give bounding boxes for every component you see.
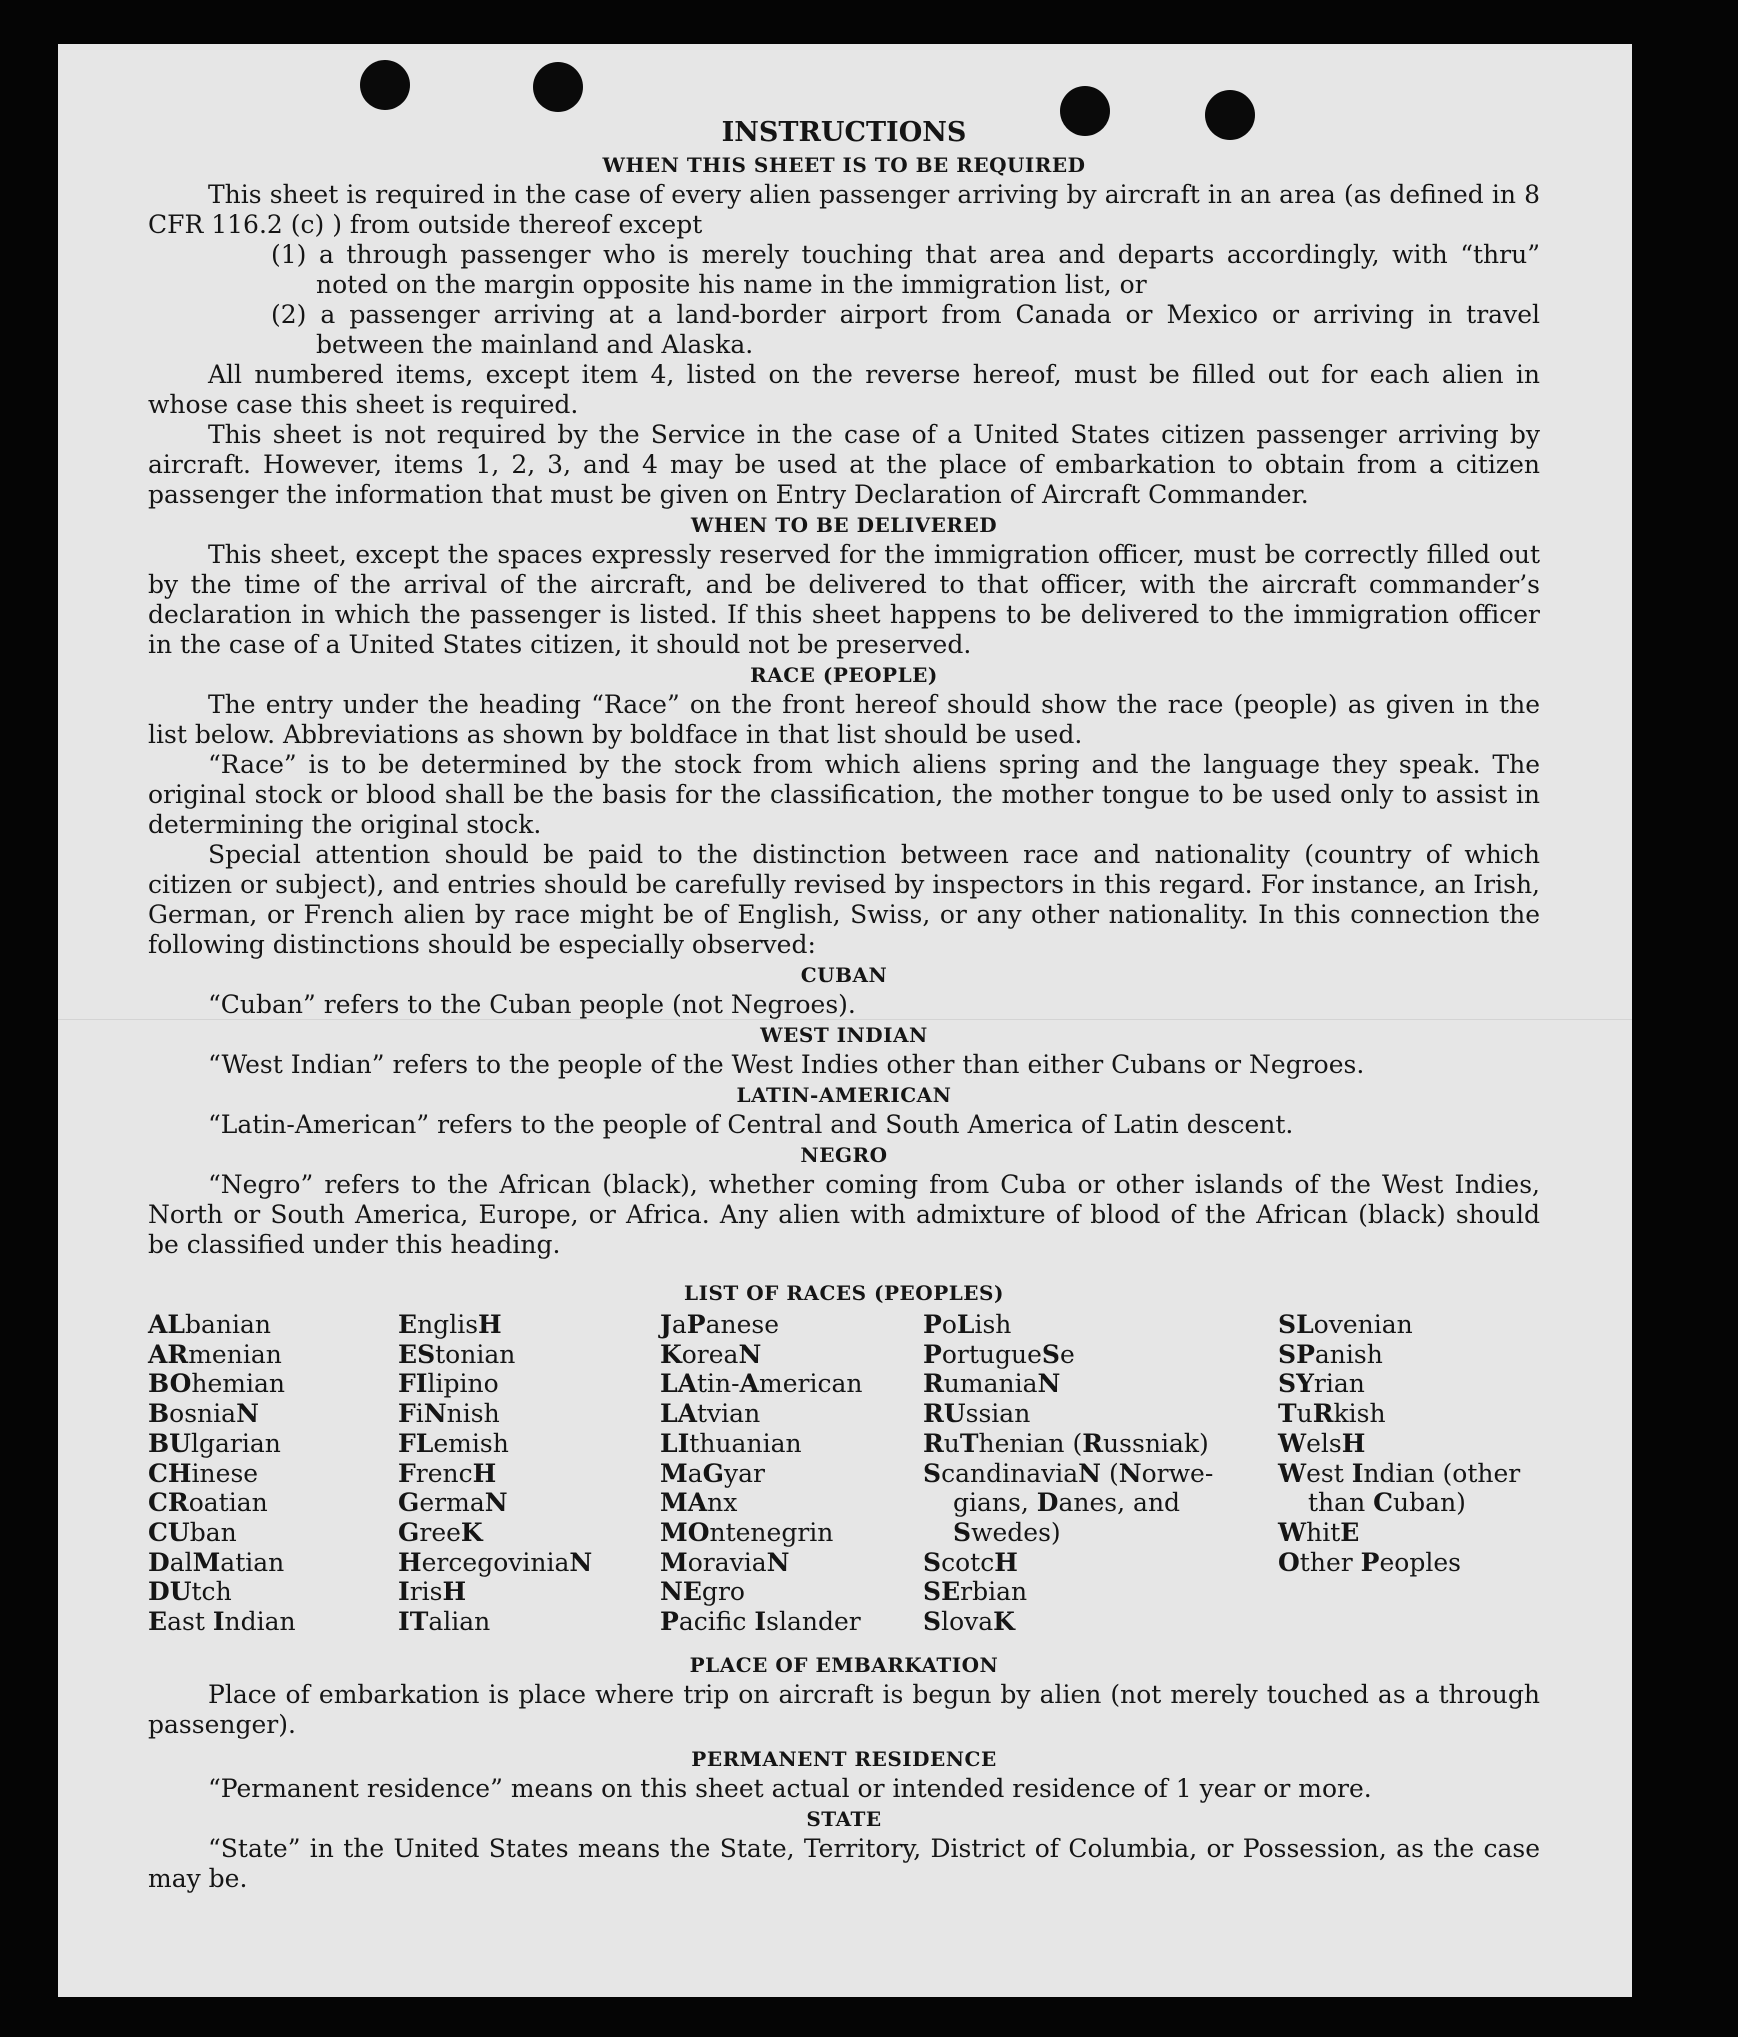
race-entry: FrencH [398,1458,497,1488]
race-entry: EnglisH [398,1310,502,1339]
race-column-4 [923,1310,1213,1637]
race-entry: Pacifc Islander [660,1607,861,1637]
race-entry: FLemish [398,1428,509,1458]
race-paragraph-2: “Race” is to be determined by the stock from which aliens spring and the language they speak. The original stock or blood shall be the basis for the classification, the mother tongue to be used only to assist in determining the original stock. [148,750,1540,839]
race-entry: ScandinaviaN (Norwe- [923,1458,1214,1488]
race-entry: GermaN [398,1488,508,1518]
punch-hole-left [360,60,410,110]
race-entry: RumaniaN [923,1369,1061,1399]
race-entry: FIlipino [398,1369,499,1399]
punch-hole-center [533,62,583,112]
race-entry: EStonian [398,1339,516,1369]
race-entry: LAtvian [660,1399,761,1429]
negro-text: “Negro” refers to the African (black), whether coming from Cuba or other islands of the West Indies, North or South America, Europe, or Africa. Any alien with admixture of blood of the African (black) should be classified under this heading. [148,1170,1540,1259]
race-entry: SErbian [923,1577,1028,1607]
heading-negro: NEGRO [800,1143,888,1167]
exception-2: (2) a passenger arriving at a land-border airport from Canada or Mexico or arriving in travel between the mainland and Alaska. [271,300,1540,359]
heading-list-of-races: LIST OF RACES (PEOPLES) [684,1281,1004,1305]
latin-american-text: “Latin-American” refers to the people of Central and South America of Latin descent. [208,1110,1294,1139]
race-entry: PoLish [923,1310,1012,1339]
race-entry: DalMatian [148,1547,285,1577]
race-entry: HercegoviniaN [398,1547,593,1577]
race-paragraph-3: Special attention should be paid to the distinction between race and nationality (country of which citizen or subject), and entries should be carefully revised by inspectors in this regard. For instance, an Irish, German, or French alien by race might be of English, Swiss, or any other nationality. In this connection the following distinctions should be especially observed: [148,840,1540,959]
heading-cuban: CUBAN [800,963,888,987]
race-entry: NEgro [660,1577,745,1607]
race-entry: KoreaN [660,1339,762,1369]
race-entry: CUban [148,1517,237,1547]
race-entry: JaPanese [660,1310,780,1339]
race-column-2 [398,1310,592,1637]
race-entry: MaGyar [660,1458,765,1488]
page-title: INSTRUCTIONS [721,117,967,148]
race-entry: Other Peoples [1278,1547,1461,1577]
race-entry-continued: than Cuban) [1308,1488,1466,1518]
west-indian-text: “West Indian” refers to the people of the West Indies other than either Cubans or Negroes. [208,1050,1365,1079]
race-entry: CRoatian [148,1488,268,1518]
race-entry: BUlgarian [148,1428,281,1458]
state-text: “State” in the United States means the State, Territory, District of Columbia, or Possession, as the case may be. [148,1834,1540,1893]
race-entry: MOntenegrin [660,1517,834,1547]
exception-1: (1) a through passenger who is merely touching that area and departs accordingly, with “thru” noted on the margin opposite his name in the immigration list, or [271,240,1540,299]
heading-latin-american: LATIN-AMERICAN [736,1083,952,1107]
required-paragraph-2: All numbered items, except item 4, listed on the reverse hereof, must be filled out for each alien in whose case this sheet is required. [148,360,1540,419]
race-entry: ITalian [398,1607,491,1637]
race-entry: ARmenian [148,1339,282,1369]
race-entry: RuThenian (Russniak) [923,1428,1209,1458]
heading-west-indian: WEST INDIAN [760,1023,928,1047]
race-entry: TuRkish [1278,1399,1386,1429]
heading-embarkation: PLACE OF EMBARKATION [689,1653,999,1677]
race-entry: MAnx [660,1488,738,1518]
punch-hole-right [1060,86,1110,136]
heading-state: STATE [806,1807,882,1831]
race-entry: SlovaK [923,1607,1015,1637]
punch-hole-far-right [1205,90,1255,140]
required-paragraph-3: This sheet is not required by the Service in the case of a United States citizen passenger arriving by aircraft. However, items 1, 2, 3, and 4 may be used at the place of embarkation to obtain from a citizen passenger the information that must be given on Entry Declaration of Aircraft Commander. [148,420,1540,509]
race-entry: WelsH [1278,1428,1366,1458]
race-entry: MoraviaN [660,1547,790,1577]
race-entry: IrisH [398,1577,467,1607]
race-entry: PortugueSe [923,1339,1075,1369]
race-entry: SYrian [1278,1369,1365,1399]
embarkation-text: Place of embarkation is place where trip on aircraft is begun by alien (not merely touched as a through passenger). [148,1680,1540,1739]
delivered-text: This sheet, except the spaces expressly reserved for the immigration officer, must be correctly filled out by the time of the arrival of the aircraft, and be delivered to that officer, with the aircraft commander’s declaration in which the passenger is listed. If this sheet happens to be delivered to the immigration officer in the case of a United States citizen, it should not be preserved. [148,540,1540,659]
race-entry: GreeK [398,1517,483,1547]
race-entry: LAtin-American [660,1369,863,1399]
race-entry-continued: gians, Danes, and [953,1488,1181,1518]
heading-permanent-residence: PERMANENT RESIDENCE [691,1747,997,1771]
race-entry: RUssian [923,1399,1031,1429]
heading-required: WHEN THIS SHEET IS TO BE REQUIRED [602,153,1086,177]
race-entry: DUtch [148,1577,232,1607]
race-column-5 [1278,1310,1520,1577]
race-entry-continued: Swedes) [953,1517,1061,1547]
race-entry: WhitE [1278,1517,1360,1547]
race-entry: BOhemian [148,1369,286,1399]
race-entry: West Indian (other [1278,1458,1521,1488]
race-entry: LIthuanian [660,1428,802,1458]
race-column-3 [660,1310,863,1637]
race-entry: SLovenian [1278,1310,1413,1339]
race-list [148,1310,1540,1650]
race-entry: ScotcH [923,1547,1018,1577]
heading-delivered: WHEN TO BE DELIVERED [690,513,998,537]
race-entry: BosniaN [148,1399,259,1429]
heading-race: RACE (PEOPLE) [750,663,938,687]
race-entry: CHinese [148,1458,259,1488]
race-paragraph-1: The entry under the heading “Race” on the front hereof should show the race (people) as given in the list below. Abbreviations as shown by boldface in that list should be used. [148,690,1540,749]
required-intro: This sheet is required in the case of every alien passenger arriving by aircraft in an area (as defined in 8 CFR 116.2 (c) ) from outside thereof except [148,180,1540,239]
race-entry: FiNnish [398,1399,500,1429]
residence-text: “Permanent residence” means on this sheet actual or intended residence of 1 year or more. [208,1774,1372,1803]
race-entry: East Indian [148,1607,296,1637]
instruction-sheet [58,44,1632,1997]
cuban-text: “Cuban” refers to the Cuban people (not Negroes). [208,990,856,1019]
race-column-1 [148,1310,296,1637]
fold-line [58,1019,1632,1020]
race-entry: ALbanian [148,1310,272,1339]
race-entry: SPanish [1278,1339,1383,1369]
